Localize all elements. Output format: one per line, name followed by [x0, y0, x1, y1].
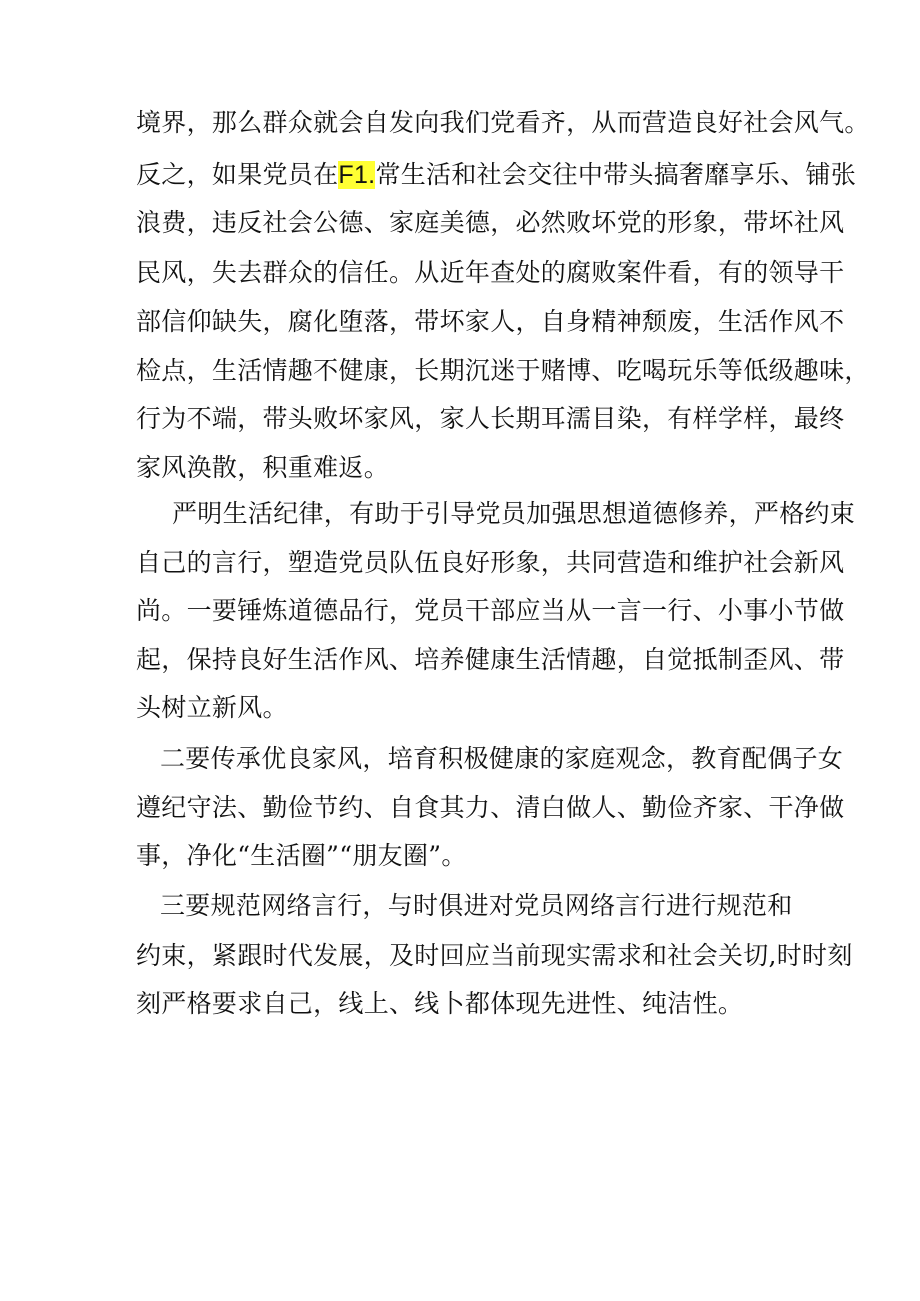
line-text-before-highlight: 反之，如果党员在 — [136, 160, 339, 189]
paragraph-3-line-1: 二要传承优良家风，培育积极健康的家庭观念，教育配偶子女 — [160, 744, 844, 773]
paragraph-1-line-6: 检点，生活情趣不健康，长期沉迷于赌博、吃喝玩乐等低级趣味， — [136, 356, 870, 385]
line-text-after-highlight: 常生活和社会交往中带头搞奢靡享乐、铺张 — [375, 160, 857, 189]
paragraph-1-line-4: 民风，失去群众的信任。从近年查处的腐败案件看，有的领导干 — [136, 258, 845, 287]
paragraph-2-line-3: 尚。一要锤炼道德品行，党员干部应当从一言一行、小事小节做 — [136, 596, 845, 625]
paragraph-1-line-5: 部信仰缺失，腐化堕落，带坏家人，自身精神颓废，生活作风不 — [136, 307, 845, 336]
paragraph-3-line-2: 遵纪守法、勤俭节约、自食其力、清白做人、勤俭齐家、干净做 — [136, 793, 845, 822]
paragraph-4-line-1: 三要规范网络言行，与时俱进对党员网络言行进行规范和 — [160, 891, 793, 920]
paragraph-2-line-1: 严明生活纪律，有助于引导党员加强思想道德修养，严格约束 — [172, 499, 856, 528]
paragraph-4-line-3: 刻严格要求自己，线上、线卜都体现先进性、纯洁性。 — [136, 989, 744, 1018]
paragraph-2-line-4: 起，保持良好生活作风、培养健康生活情趣，自觉抵制歪风、带 — [136, 645, 845, 674]
paragraph-1-line-2 — [136, 158, 857, 192]
paragraph-2-line-2: 自己的言行，塑造党员队伍良好形象，共同营造和维护社会新风 — [136, 548, 845, 577]
paragraph-2-line-5: 头树立新风。 — [136, 693, 288, 722]
paragraph-3-line-3: 事，净化“生活圈”“朋友圈”。 — [136, 841, 467, 870]
paragraph-1-line-7: 行为不端，带头败坏家风，家人长期耳濡目染，有样学样，最终 — [136, 404, 845, 433]
paragraph-1-line-1: 境界，那么群众就会自发向我们党看齐，从而营造良好社会风气。 — [136, 108, 870, 137]
paragraph-1-line-3: 浪费，违反社会公德、家庭美德，必然败坏党的形象，带坏社风 — [136, 208, 845, 237]
highlighted-text: F1. — [338, 161, 376, 189]
paragraph-1-line-8: 家风涣散，积重难返。 — [136, 453, 390, 482]
paragraph-4-line-2: 约束，紧跟时代发展，及时回应当前现实需求和社会关切,时时刻 — [136, 941, 853, 970]
